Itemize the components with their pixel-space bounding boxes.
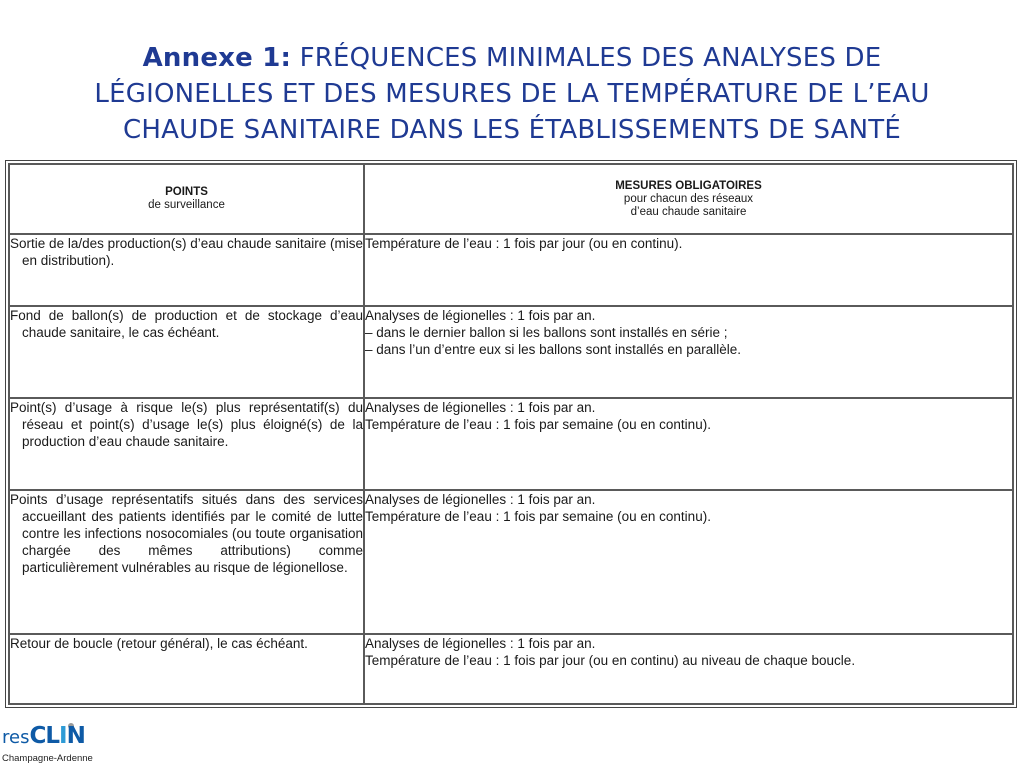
annex-label: Annexe 1: [142, 43, 292, 73]
slide-title [20, 40, 1004, 148]
table-row [9, 634, 1013, 704]
measure-line: Température de l’eau : 1 fois par semaine (ou en continu). [365, 417, 711, 432]
logo-caption: Champagne-Ardenne [2, 753, 93, 764]
header-measures-main: MESURES OBLIGATOIRES [615, 179, 762, 192]
point-cell [9, 634, 364, 704]
measure-line: Analyses de légionelles : 1 fois par an. [365, 492, 596, 507]
logo-prefix: res [2, 727, 30, 748]
measure-line: Température de l’eau : 1 fois par semaine (ou en continu). [365, 509, 711, 524]
measure-cell [364, 306, 1013, 398]
measure-cell [364, 490, 1013, 634]
measure-cell [364, 398, 1013, 490]
measure-line: – dans le dernier ballon si les ballons sont installés en série ; [365, 325, 728, 340]
measure-line: – dans l’un d’entre eux si les ballons sont installés en parallèle. [365, 342, 741, 357]
point-cell [9, 234, 364, 306]
table-row [9, 306, 1013, 398]
header-measures [364, 164, 1013, 234]
point-text: Point(s) d’usage à risque le(s) plus représentatif(s) du réseau et point(s) d’usage le(s) plus éloigné(s) de la production d’eau chaude sanitaire. [10, 400, 363, 449]
table-frame [5, 160, 1017, 708]
logo-letter-n: N [66, 723, 85, 749]
measure-line: Analyses de légionelles : 1 fois par an. [365, 308, 596, 323]
logo-letter-i: I [59, 723, 67, 749]
title-line-3: CHAUDE SANITAIRE DANS LES ÉTABLISSEMENTS DE SANTÉ [123, 115, 901, 145]
header-row [9, 164, 1013, 234]
point-text: Retour de boucle (retour général), le cas échéant. [10, 636, 308, 651]
point-text: Fond de ballon(s) de production et de stockage d’eau chaude sanitaire, le cas échéant. [10, 308, 363, 340]
point-text: Points d’usage représentatifs situés dans des services accueillant des patients identifiés par le comité de lutte contre les infections nosocomiales (ou toute organisation chargée des mêmes attributions) comme particulièrement vulnérables au risque de légionellose. [10, 492, 363, 575]
point-cell [9, 306, 364, 398]
header-measures-sub-1: pour chacun des réseaux [623, 192, 754, 205]
frequency-table [8, 163, 1014, 705]
logo-wordmark [2, 722, 85, 752]
table-row [9, 234, 1013, 306]
measure-cell [364, 634, 1013, 704]
header-points-main: POINTS [165, 186, 208, 198]
measure-line: Analyses de légionelles : 1 fois par an. [365, 400, 596, 415]
table-row [9, 490, 1013, 634]
point-text: Sortie de la/des production(s) d’eau chaude sanitaire (mise en distribution). [10, 236, 363, 268]
point-cell [9, 398, 364, 490]
header-points-sub: de surveillance [148, 199, 225, 211]
logo-letter-l: L [45, 723, 60, 749]
title-line-2: LÉGIONELLES ET DES MESURES DE LA TEMPÉRATURE DE L’EAU [94, 79, 930, 109]
resclin-logo [2, 722, 112, 768]
measure-line: Analyses de légionelles : 1 fois par an. [365, 636, 596, 651]
logo-letter-c: C [29, 723, 46, 749]
title-line-1: FRÉQUENCES MINIMALES DES ANALYSES DE [299, 43, 882, 73]
measure-line: Température de l’eau : 1 fois par jour (ou en continu). [365, 236, 683, 251]
measure-cell [364, 234, 1013, 306]
table-row [9, 398, 1013, 490]
header-points [9, 164, 364, 234]
header-measures-sub-2: d’eau chaude sanitaire [630, 205, 747, 218]
measure-line: Température de l’eau : 1 fois par jour (ou en continu) au niveau de chaque boucle. [365, 653, 856, 668]
point-cell [9, 490, 364, 634]
